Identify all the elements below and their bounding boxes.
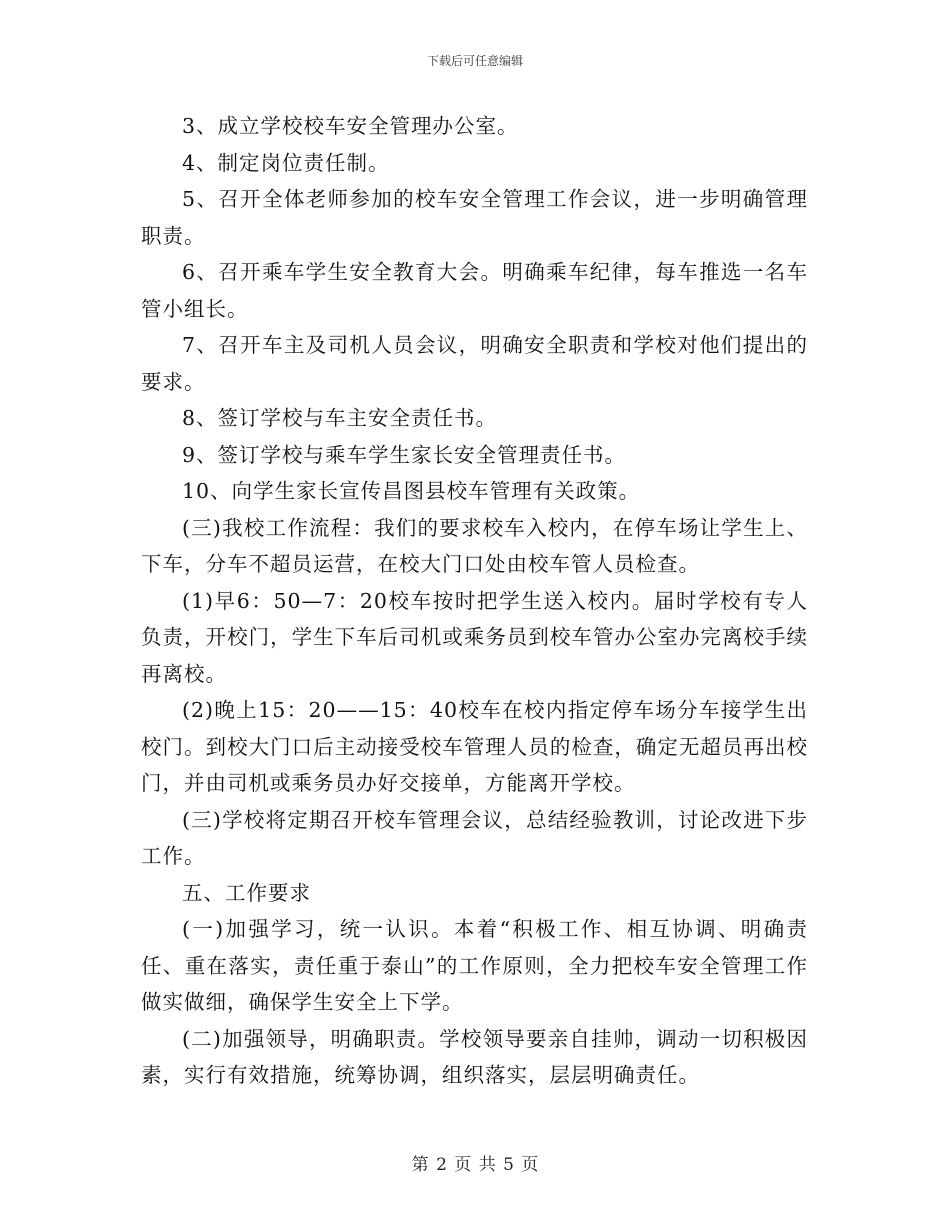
page-header: 下载后可任意编辑 bbox=[426, 54, 523, 68]
paragraph-evening-schedule: (2)晚上15：20——15：40校车在校内指定停车场分车接学生出校门。到校大门口后主动接受校车管理人员的检查，确定无超员再出校门，并由司机或乘务员办好交接单，方能离开学校。 bbox=[141, 698, 808, 795]
paragraph-item-7: 7、召开车主及司机人员会议，明确安全职责和学校对他们提出的要求。 bbox=[141, 333, 808, 394]
paragraph-item-8: 8、签订学校与车主安全责任书。 bbox=[182, 406, 498, 430]
paragraph-morning-schedule: (1)早6：50—7：20校车按时把学生送入校内。届时学校有专人负责，开校门，学生下车后司机或乘务员到校车管办公室办完离校手续再离校。 bbox=[141, 588, 808, 686]
paragraph-item-3: 3、成立学校校车安全管理办公室。 bbox=[182, 114, 519, 138]
paragraph-item-6: 6、召开乘车学生安全教育大会。明确乘车纪律，每车推选一名车管小组长。 bbox=[141, 260, 808, 321]
page-number-footer: 第 2 页 共 5 页 bbox=[411, 1155, 539, 1175]
paragraph-workflow: (三)我校工作流程：我们的要求校车入校内，在停车场让学生上、下车，分车不超员运营，在校大门口处由校车管人员检查。 bbox=[141, 515, 808, 576]
paragraph-item-4: 4、制定岗位责任制。 bbox=[182, 150, 390, 175]
paragraph-requirement-1: (一)加强学习，统一认识。本着“积极工作、相互协调、明确责任、重在落实，责任重于泰山”的工作原则，全力把校车安全管理工作做实做细，确保学生安全上下学。 bbox=[141, 917, 808, 1014]
paragraph-item-10: 10、向学生家长宣传昌图县校车管理有关政策。 bbox=[182, 479, 641, 503]
paragraph-item-5: 5、召开全体老师参加的校车安全管理工作会议，进一步明确管理职责。 bbox=[141, 187, 808, 248]
paragraph-regular-meeting: (三)学校将定期召开校车管理会议，总结经验教训，讨论改进下步工作。 bbox=[141, 807, 808, 868]
document-body bbox=[141, 108, 808, 1094]
paragraph-requirement-2: (二)加强领导，明确职责。学校领导要亲自挂帅，调动一切积极因素，实行有效措施，统筹协调，组织落实，层层明确责任。 bbox=[141, 1026, 808, 1087]
section-heading-work-requirements: 五、工作要求 bbox=[182, 880, 311, 905]
paragraph-item-9: 9、签订学校与乘车学生家长安全管理责任书。 bbox=[182, 442, 627, 467]
